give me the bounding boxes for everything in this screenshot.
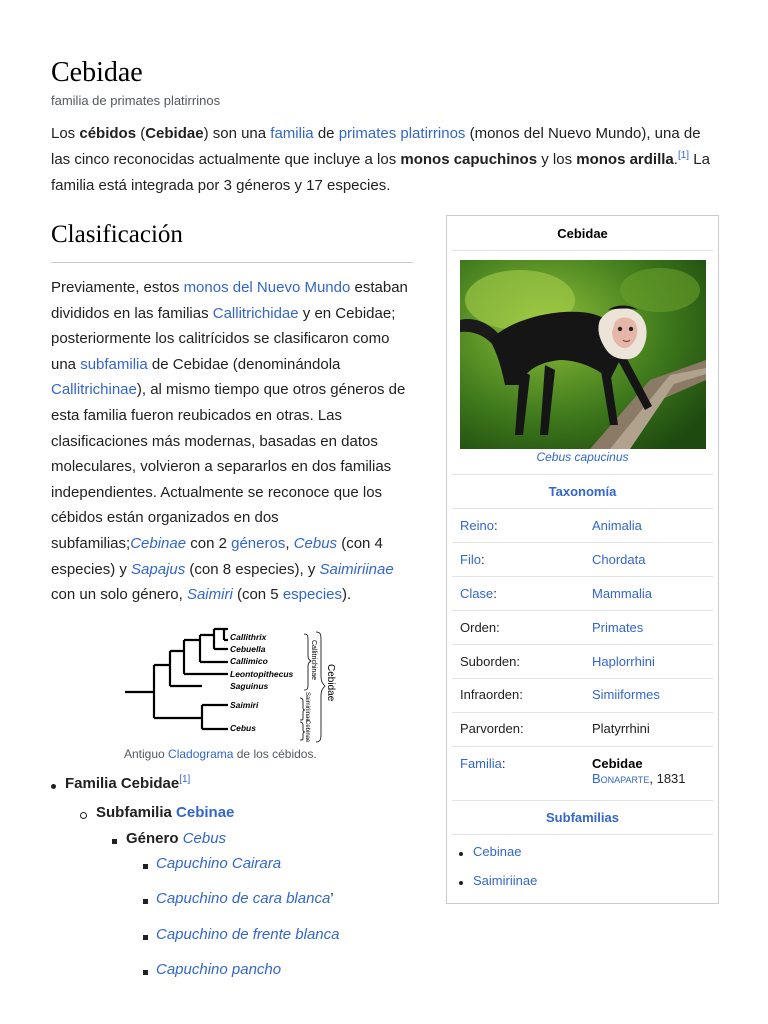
link-species[interactable]: Capuchino de frente blanca	[156, 926, 340, 943]
page-subtitle: familia de primates platirrinos	[51, 93, 221, 108]
link-chordata[interactable]: Chordata	[592, 552, 646, 567]
classification-paragraph	[51, 275, 417, 608]
intro-bold-cebidae: Cebidae	[145, 125, 204, 142]
infobox-divider	[452, 644, 713, 645]
infobox-divider	[452, 250, 713, 251]
section-heading-clasificacion: Clasificación	[51, 218, 413, 263]
reference-link[interactable]: [1]	[179, 774, 191, 785]
family-label: Familia Cebidae	[65, 775, 180, 792]
tree-item-subfamily	[51, 804, 234, 821]
link-species[interactable]: Capuchino pancho	[156, 961, 282, 978]
link-mammalia[interactable]: Mammalia	[592, 586, 652, 601]
tree-item-species	[51, 890, 334, 907]
link-primates[interactable]: primates	[338, 125, 397, 142]
classif-text: (con 5	[232, 586, 283, 604]
link-filo[interactable]: Filo	[460, 552, 481, 567]
infobox-divider	[452, 746, 713, 747]
infobox-image-monkey[interactable]	[460, 260, 706, 449]
intro-bold-monos-ardilla: monos ardilla	[576, 151, 674, 168]
bullet-disc-icon	[459, 881, 463, 885]
classif-text: y en Cebidae; posteriormente los calitrícidos se clasificaron como una	[51, 304, 396, 373]
clado-taxon: Cebus	[230, 723, 256, 733]
species-suffix: ’	[330, 890, 334, 907]
taxon-colon: :	[501, 756, 506, 771]
taxon-key: Infraorden:	[460, 687, 523, 702]
infobox-divider	[452, 712, 713, 713]
clado-taxon: Leontopithecus	[230, 669, 294, 679]
taxon-key: Suborden:	[460, 654, 520, 669]
infobox-divider	[452, 678, 713, 679]
infobox-divider	[452, 474, 713, 475]
classif-text: ).	[342, 586, 352, 604]
classif-text: ), al mismo tiempo que otros géneros de esta familia fueron reubicados en otras. Las clasificaciones más modernas, basadas en datos moleculares, volvieron a separarlos en dos familias independientes. Actualmente se reconoce que los cébidos están organizados en dos subfamilias;	[51, 381, 406, 552]
link-primates-order[interactable]: Primates	[592, 620, 644, 635]
link-cebinae[interactable]: Cebinae	[130, 534, 187, 552]
intro-text: y los	[537, 151, 577, 168]
intro-bold-cebidos: cébidos	[79, 125, 137, 142]
genus-prefix: Género	[126, 830, 183, 847]
link-subfamilia[interactable]: subfamilia	[80, 355, 148, 373]
tree-item-species	[51, 926, 339, 943]
classif-text: (con 8 especies), y	[185, 560, 320, 578]
classif-text: de Cebidae (denominándola	[147, 355, 341, 373]
cladogram-caption	[124, 747, 317, 761]
link-cladograma[interactable]: Cladograma	[168, 747, 234, 761]
link-species[interactable]: Capuchino Cairara	[156, 855, 282, 872]
bullet-disc-icon	[459, 852, 463, 856]
link-cebus-genus[interactable]: Cebus	[182, 830, 227, 847]
link-sapajus[interactable]: Sapajus	[131, 560, 186, 578]
caption-text: de los cébidos.	[233, 747, 317, 761]
clado-group-label: Cebinae	[304, 720, 310, 743]
link-especies[interactable]: especies	[282, 586, 343, 604]
bullet-square-icon	[143, 935, 148, 940]
infobox-divider	[452, 610, 713, 611]
link-saimiri[interactable]: Saimiri	[186, 586, 233, 604]
clado-group-label: Callitrichinae	[310, 640, 317, 681]
link-familia[interactable]: familia	[270, 125, 314, 142]
link-monos-nuevo-mundo[interactable]: monos del Nuevo Mundo	[183, 279, 351, 296]
link-reino[interactable]: Reino	[460, 518, 494, 533]
bullet-square-icon	[112, 839, 117, 844]
intro-text: ) son una	[203, 125, 271, 142]
taxon-colon: :	[493, 586, 497, 601]
classif-text: (con 4 especies) y	[51, 534, 383, 578]
infobox-divider	[452, 542, 713, 543]
link-cebinae-subfamily[interactable]: Cebinae	[176, 804, 235, 821]
taxon-colon: :	[480, 552, 485, 567]
link-subfamily-cebinae[interactable]: Cebinae	[473, 844, 522, 859]
intro-text: de	[313, 125, 339, 142]
link-subfamilias[interactable]: Subfamilias	[546, 810, 619, 825]
taxon-value-cebidae	[592, 756, 686, 786]
link-generos[interactable]: géneros	[231, 534, 286, 552]
family-name: Cebidae	[592, 756, 643, 771]
bullet-square-icon	[143, 899, 148, 904]
intro-text: Los	[51, 125, 80, 142]
taxon-key: Orden:	[460, 620, 500, 635]
link-familia-rank[interactable]: Familia	[460, 756, 502, 771]
taxon-key: Parvorden:	[460, 721, 524, 736]
caption-text: Antiguo	[124, 747, 169, 761]
page-title: Cebidae	[51, 57, 143, 88]
classif-text: estaban divididos en las familias	[51, 279, 408, 322]
taxon-row-familia	[460, 756, 710, 796]
infobox	[446, 215, 719, 904]
intro-bold-monos-capuchinos: monos capuchinos	[400, 151, 538, 168]
taxon-key	[460, 586, 497, 601]
link-subfamily-saimiriinae[interactable]: Saimiriinae	[473, 873, 538, 888]
tree-item-family	[51, 774, 190, 792]
link-taxonomia[interactable]: Taxonomía	[548, 484, 617, 499]
link-animalia[interactable]: Animalia	[592, 518, 642, 533]
infobox-divider	[452, 834, 713, 835]
link-simiiformes[interactable]: Simiiformes	[592, 687, 660, 702]
bullet-square-icon	[143, 864, 148, 869]
link-species[interactable]: Capuchino de cara blanca	[156, 890, 331, 907]
bullet-square-icon	[143, 970, 148, 975]
clado-taxon: Callithrix	[230, 632, 267, 642]
infobox-divider	[452, 576, 713, 577]
taxon-value-platyrrhini: Platyrrhini	[592, 721, 650, 736]
classif-text: con 2	[186, 534, 232, 552]
link-callitrichidae[interactable]: Callitrichidae	[212, 304, 299, 322]
tree-item-species	[51, 961, 281, 978]
infobox-divider	[452, 508, 713, 509]
intro-text: (	[136, 125, 146, 142]
link-haplorrhini[interactable]: Haplorrhini	[592, 654, 655, 669]
infobox-image-caption[interactable]	[447, 450, 718, 464]
link-saimiriinae[interactable]: Saimiriinae	[319, 560, 394, 578]
link-cebus-capucinus[interactable]: Cebus capucinus	[536, 450, 629, 464]
intro-text: (monos del Nuevo Mundo), una de las cinco reconocidas actualmente que incluye a los	[51, 125, 701, 168]
intro-paragraph	[51, 121, 711, 199]
subfamily-prefix: Subfamilia	[96, 804, 177, 821]
infobox-divider	[452, 800, 713, 801]
tree-item-species	[51, 855, 281, 872]
family-year: , 1831	[649, 771, 686, 786]
clado-group-label: Saimiriinae	[304, 692, 310, 722]
clado-taxon: Saguinus	[230, 681, 269, 691]
reference-link[interactable]: [1]	[677, 150, 690, 161]
clado-family-label: Cebidae	[325, 664, 336, 702]
classif-text: ,	[285, 534, 294, 552]
bullet-disc-icon	[51, 784, 56, 789]
subfamilies-heading	[447, 810, 718, 825]
taxon-key	[460, 518, 498, 533]
link-cebus[interactable]: Cebus	[293, 534, 338, 552]
cladogram-image[interactable]	[120, 626, 342, 746]
link-bonaparte[interactable]: Bonaparte	[592, 771, 650, 786]
clado-taxon: Cebuella	[230, 644, 266, 654]
link-platirrinos[interactable]: platirrinos	[396, 125, 466, 142]
classif-text: Previamente, estos	[51, 279, 184, 296]
clado-taxon: Callimico	[230, 656, 268, 666]
taxonomy-heading	[447, 484, 718, 499]
taxon-key	[460, 552, 485, 567]
link-callitrichinae[interactable]: Callitrichinae	[51, 381, 137, 399]
classif-text: con un solo género,	[51, 586, 187, 604]
clado-taxon: Saimiri	[230, 700, 259, 710]
tree-item-genus	[51, 830, 226, 847]
intro-text: La familia está integrada por 3 géneros y 17 especies.	[51, 151, 710, 194]
intro-text: .	[673, 151, 678, 168]
taxon-colon: :	[493, 518, 498, 533]
infobox-title: Cebidae	[557, 226, 608, 241]
link-clase[interactable]: Clase	[460, 586, 494, 601]
bullet-circle-icon	[80, 812, 87, 819]
taxon-key	[460, 756, 506, 771]
